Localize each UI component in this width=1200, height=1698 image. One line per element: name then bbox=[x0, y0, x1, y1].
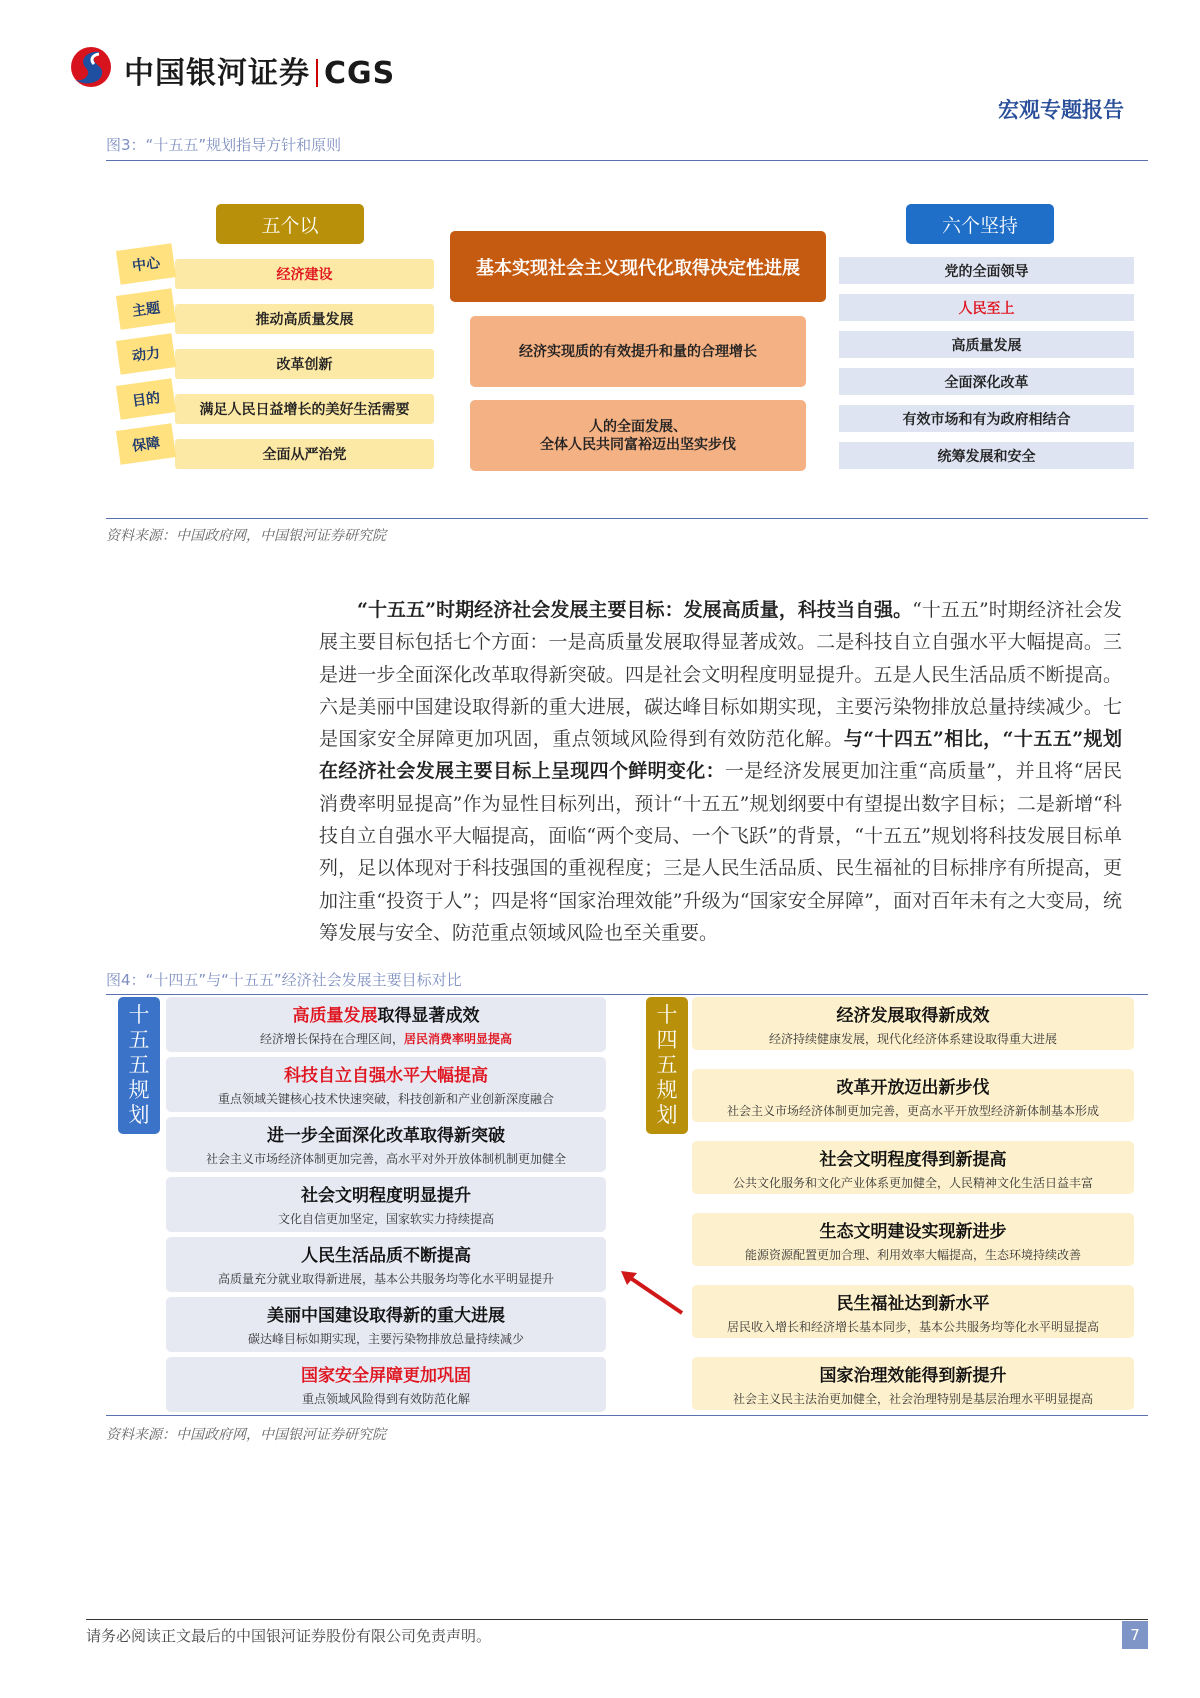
logo-divider bbox=[316, 59, 318, 87]
goal-title bbox=[166, 1001, 606, 1026]
goal-title: 国家治理效能得到新提升 bbox=[819, 1366, 1007, 1386]
plan-14-goal bbox=[692, 1285, 1134, 1338]
goal-subtitle-text: 重点领域关键核心技术快速突破，科技创新和产业创新深度融合 bbox=[217, 1092, 554, 1106]
goal-title-highlight: 高质量发展 bbox=[292, 1006, 378, 1026]
divider bbox=[106, 160, 1148, 161]
plan-14-goal bbox=[692, 1357, 1134, 1410]
goal-subtitle-text: 重点领域风险得到有效防范化解 bbox=[301, 1392, 470, 1406]
left-tag: 主题 bbox=[116, 288, 176, 329]
goal-subtitle bbox=[166, 1390, 606, 1407]
plan-15-goal bbox=[166, 1237, 606, 1292]
goal-title bbox=[166, 1241, 606, 1266]
left-tag: 目的 bbox=[116, 378, 176, 419]
goal-title-highlight: 国家安全屏障更加巩固 bbox=[301, 1366, 471, 1386]
divider bbox=[106, 518, 1148, 519]
plan-15-goal bbox=[166, 1357, 606, 1412]
center-goal-1: 经济实现质的有效提升和量的合理增长 bbox=[470, 316, 806, 387]
goal-subtitle: 公共文化服务和文化产业体系更加健全，人民精神文化生活日益丰富 bbox=[732, 1176, 1093, 1190]
goal-title bbox=[166, 1121, 606, 1146]
page-number: 7 bbox=[1122, 1621, 1148, 1649]
goal-subtitle-text: 碳达峰目标如期实现，主要污染物排放总量持续减少 bbox=[247, 1332, 524, 1346]
goal-title-text: 人民生活品质不断提高 bbox=[301, 1246, 471, 1266]
logo-text-cn: 中国银河证券 bbox=[124, 56, 310, 91]
plan-15-goal bbox=[166, 997, 606, 1052]
figure3-source: 资料来源：中国政府网，中国银河证券研究院 bbox=[106, 528, 386, 544]
para-text-2: 一是经济发展更加注重“高质量”，并且将“居民消费率明显提高”作为显性目标列出，预计“十五五”规划纲要中有望提出数字目标；二是新增“科技自立自强水平大幅提高，面临“两个变局、一个飞跃”的背景，“十五五”规划将科技发展目标单列，足以体现对于科技强国的重视程度；三是人民生活品质、民生福祉的目标排序有所提高，更加注重“投资于人”；四是将“国家治理效能”升级为“国家安全屏障”，面对百年未有之大变局，统筹发展与安全、防范重点领域风险也至关重要。 bbox=[319, 760, 1122, 944]
disclaimer: 请务必阅读正文最后的中国银河证券股份有限公司免责声明。 bbox=[86, 1627, 492, 1645]
left-row: 满足人民日益增长的美好生活需要 bbox=[175, 394, 434, 424]
logo-text bbox=[124, 48, 395, 92]
para-bold-2: 与“十四五”相比，“十五五”规划在经济社会发展主要目标上呈现四个鲜明变化： bbox=[319, 728, 1122, 783]
logo-icon bbox=[70, 46, 112, 88]
goal-subtitle-text: 高质量充分就业取得新进展，基本公共服务均等化水平明显提升 bbox=[217, 1272, 554, 1286]
goal-subtitle bbox=[166, 1030, 606, 1047]
goal-subtitle: 社会主义市场经济体制更加完善，更高水平开放型经济新体制基本形成 bbox=[726, 1104, 1099, 1118]
left-row: 全面从严治党 bbox=[175, 439, 434, 469]
center-main-goal: 基本实现社会主义现代化取得决定性进展 bbox=[450, 231, 826, 302]
para-bold-1: “十五五”时期经济社会发展主要目标：发展高质量，科技当自强。 bbox=[357, 599, 913, 621]
goal-subtitle bbox=[166, 1150, 606, 1167]
goal-subtitle-text: 经济增长保持在合理区间， bbox=[259, 1032, 404, 1046]
goal-subtitle-text: 社会主义市场经济体制更加完善，高水平对外开放体制机制更加健全 bbox=[205, 1152, 566, 1166]
left-tag: 中心 bbox=[116, 243, 176, 284]
plan-14-goal bbox=[692, 997, 1134, 1050]
logo bbox=[70, 46, 112, 88]
logo-text-en: CGS bbox=[324, 56, 396, 91]
goal-title-highlight: 科技自立自强水平大幅提高 bbox=[284, 1066, 488, 1086]
goal-title-text: 美丽中国建设取得新的重大进展 bbox=[267, 1306, 505, 1326]
center-goal-2-line2: 全体人民共同富裕迈出坚实步伐 bbox=[540, 436, 736, 453]
left-row-text: 经济建设 bbox=[276, 267, 333, 283]
goal-subtitle-highlight: 居民消费率明显提高 bbox=[404, 1032, 513, 1046]
goal-subtitle bbox=[166, 1330, 606, 1347]
goal-title bbox=[166, 1061, 606, 1086]
divider bbox=[106, 994, 1148, 995]
six-persistences-header: 六个坚持 bbox=[906, 204, 1054, 244]
goal-title bbox=[166, 1181, 606, 1206]
right-row: 有效市场和有为政府相结合 bbox=[839, 405, 1134, 432]
goal-subtitle bbox=[166, 1270, 606, 1287]
plan-15-goal bbox=[166, 1057, 606, 1112]
goal-title: 改革开放迈出新步伐 bbox=[836, 1078, 990, 1098]
figure4-title: 图4：“十四五”与“十五五”经济社会发展主要目标对比 bbox=[106, 971, 462, 989]
left-row: 推动高质量发展 bbox=[175, 304, 434, 334]
report-type: 宏观专题报告 bbox=[998, 97, 1124, 122]
goal-subtitle: 经济持续健康发展，现代化经济体系建设取得重大进展 bbox=[768, 1032, 1057, 1046]
center-goal-2 bbox=[470, 400, 806, 471]
plan-15-label: 十 五 五 规 划 bbox=[118, 997, 160, 1134]
center-goal-2-line1: 人的全面发展、 bbox=[589, 418, 687, 435]
right-row: 高质量发展 bbox=[839, 331, 1134, 358]
left-row bbox=[175, 259, 434, 289]
right-row: 党的全面领导 bbox=[839, 257, 1134, 284]
left-tag: 动力 bbox=[116, 333, 176, 374]
plan-14-label: 十 四 五 规 划 bbox=[646, 997, 688, 1134]
goal-title: 社会文明程度得到新提高 bbox=[819, 1150, 1007, 1170]
goal-title-text: 进一步全面深化改革取得新突破 bbox=[267, 1126, 505, 1146]
goal-title bbox=[166, 1301, 606, 1326]
figure3-title: 图3：“十五五”规划指导方针和原则 bbox=[106, 136, 342, 154]
right-row: 全面深化改革 bbox=[839, 368, 1134, 395]
left-row: 改革创新 bbox=[175, 349, 434, 379]
plan-15-goal bbox=[166, 1177, 606, 1232]
goal-title: 生态文明建设实现新进步 bbox=[819, 1222, 1007, 1242]
goal-title: 经济发展取得新成效 bbox=[836, 1006, 990, 1026]
goal-title bbox=[166, 1361, 606, 1386]
goal-title-text: 社会文明程度明显提升 bbox=[301, 1186, 471, 1206]
right-row: 人民至上 bbox=[839, 294, 1134, 321]
goal-subtitle-text: 文化自信更加坚定，国家软实力持续提高 bbox=[277, 1212, 494, 1226]
goal-title: 民生福祉达到新水平 bbox=[836, 1294, 990, 1314]
goal-subtitle bbox=[166, 1090, 606, 1107]
footer-divider bbox=[86, 1619, 1148, 1620]
left-tag: 保障 bbox=[116, 423, 176, 464]
goal-subtitle: 社会主义民主法治更加健全，社会治理特别是基层治理水平明显提高 bbox=[732, 1392, 1093, 1406]
plan-14-goal bbox=[692, 1213, 1134, 1266]
five-principles-header: 五个以 bbox=[216, 204, 364, 244]
goal-title-text: 取得显著成效 bbox=[377, 1006, 480, 1026]
arrow-icon bbox=[615, 1265, 690, 1320]
goal-subtitle: 能源资源配置更加合理、利用效率大幅提高，生态环境持续改善 bbox=[744, 1248, 1081, 1262]
goal-subtitle bbox=[166, 1210, 606, 1227]
plan-14-goal bbox=[692, 1069, 1134, 1122]
para-text-1: “十五五”时期经济社会发展主要目标包括七个方面：一是高质量发展取得显著成效。二是科技自立自强水平大幅提高。三是进一步全面深化改革取得新突破。四是社会文明程度明显提升。五是人民生活品质不断提高。六是美丽中国建设取得新的重大进展，碳达峰目标如期实现，主要污染物排放总量持续减少。七是国家安全屏障更加巩固，重点领域风险得到有效防范化解。 bbox=[319, 599, 1122, 751]
plan-15-goal bbox=[166, 1117, 606, 1172]
figure4-source: 资料来源：中国政府网，中国银河证券研究院 bbox=[106, 1427, 386, 1443]
divider bbox=[106, 1415, 1148, 1416]
plan-14-goal bbox=[692, 1141, 1134, 1194]
plan-15-goal bbox=[166, 1297, 606, 1352]
right-row: 统筹发展和安全 bbox=[839, 442, 1134, 469]
goal-subtitle: 居民收入增长和经济增长基本同步，基本公共服务均等化水平明显提高 bbox=[726, 1320, 1099, 1334]
body-paragraph bbox=[319, 594, 1122, 949]
